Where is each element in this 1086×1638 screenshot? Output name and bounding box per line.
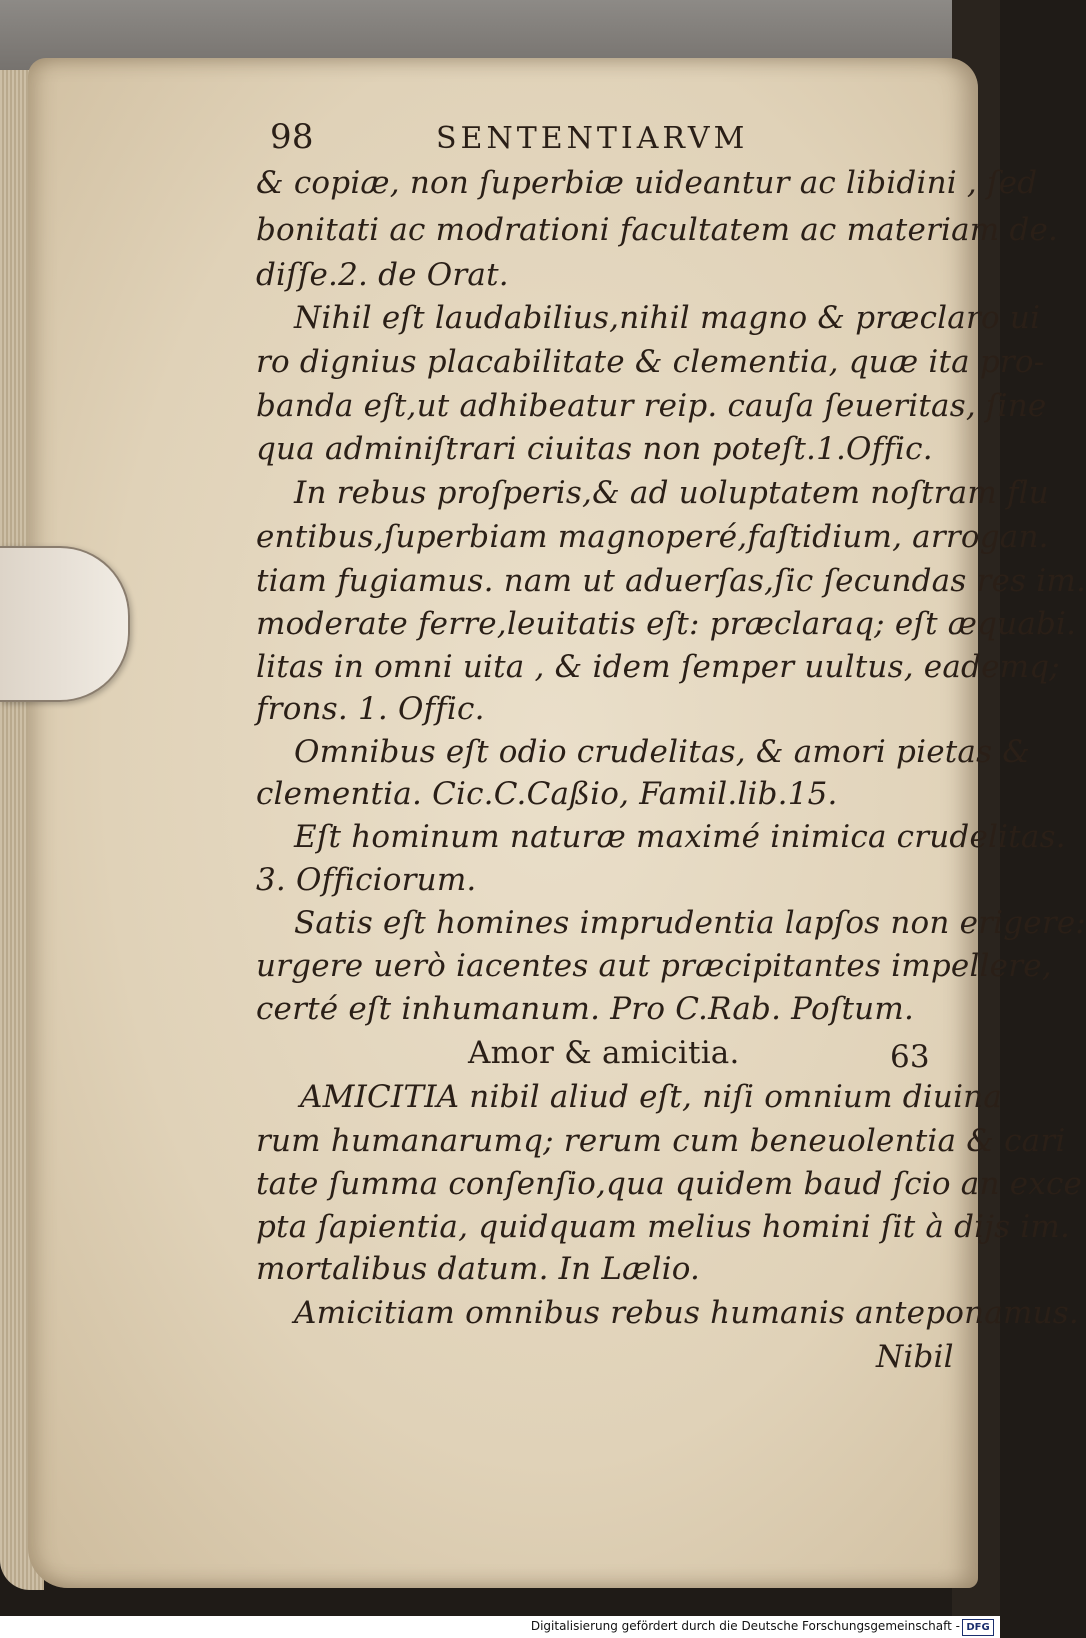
text-line: banda eſt,ut adhibeatur reip. cauſa ſeueritas, ſine [256, 388, 1047, 424]
text-line: diſſe.2. de Orat. [256, 257, 509, 293]
text-line: moderate ferre,leuitatis eſt: præclaraq; eſt æquabi. [256, 606, 1077, 642]
text-line: bonitati ac modrationi facultatem ac materiam de. [256, 212, 1059, 248]
text-line: pta ſapientia, quidquam melius homini ſit à dijs im. [256, 1209, 1071, 1245]
text-line: tate ſumma conſenſio,qua quidem baud ſcio an exce [256, 1166, 1083, 1202]
text-line: ro dignius placabilitate & clementia, quæ ita pro- [256, 344, 1045, 380]
text-line: Omnibus eſt odio crudelitas, & amori pietas & [294, 734, 1031, 770]
section-heading: Amor & amicitia. [468, 1035, 740, 1071]
running-head: SENTENTIARVM [436, 121, 749, 156]
text-line: Satis eſt homines imprudentia lapſos non erigere: [294, 905, 1086, 941]
footer-credit: Digitalisierung gefördert durch die Deutsche Forschungsgemeinschaft - [530, 1619, 960, 1633]
text-line: clementia. Cic.C.Caßio, Famil.lib.15. [256, 776, 838, 812]
text-line: certé eſt inhumanum. Pro C.Rab. Poſtum. [256, 991, 914, 1027]
page-number: 98 [270, 117, 314, 157]
text-line: entibus,ſuperbiam magnoperé,faſtidium, arrogan. [256, 519, 1049, 555]
text-line: Eſt hominum naturæ maximé inimica crudelitas. [294, 819, 1066, 855]
text-line: urgere uerò iacentes aut præcipitantes impellere, [256, 948, 1052, 984]
text-line: litas in omni uita , & idem ſemper uultus, eademq; [256, 649, 1060, 685]
text-line: & copiæ, non ſuperbiæ uideantur ac libidini , ſed [256, 165, 1038, 201]
text-line: frons. 1. Offic. [256, 691, 485, 727]
text-line: Amicitiam omnibus rebus humanis anteponamus. [294, 1295, 1079, 1331]
text-line: 3. Officiorum. [256, 862, 477, 898]
text-line: In rebus proſperis,& ad uoluptatem noſtram flu [294, 475, 1049, 511]
catchword: Nibil [876, 1339, 954, 1375]
text-line: qua adminiſtrari ciuitas non poteſt.1.Offic. [256, 431, 933, 467]
text-line: rum humanarumq; rerum cum beneuolentia & cari [256, 1123, 1066, 1159]
text-line: tiam fugiamus. nam ut aduerſas,ſic ſecundas res im. [256, 563, 1086, 599]
text-line: Nihil eſt laudabilius,nihil magno & præclaro ui [294, 300, 1041, 336]
margin-number: 63 [890, 1039, 930, 1075]
text-line: mortalibus datum. In Lælio. [256, 1251, 701, 1287]
dfg-logo: DFG [962, 1619, 994, 1636]
text-line: AMICITIA nibil aliud eſt, niſi omnium diuina [300, 1079, 1003, 1115]
digitization-footer [0, 1616, 1000, 1638]
